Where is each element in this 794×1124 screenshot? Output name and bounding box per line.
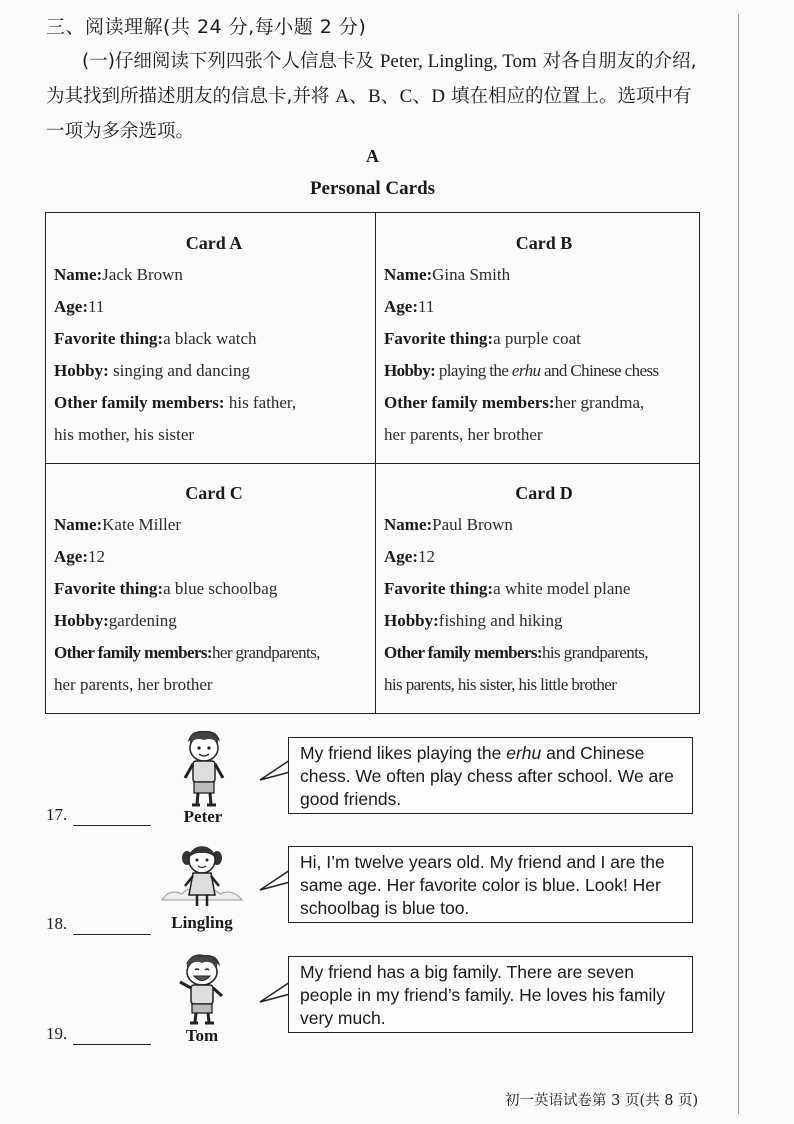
favorite-label: Favorite thing: [384,329,494,348]
favorite-label: Favorite thing: [54,329,164,348]
speech-bubble-tail [258,868,292,894]
card-hobby: gardening [108,611,177,630]
name-label: Name: [54,515,103,534]
instructions-prefix: (一)仔细阅读下列四张个人信息卡及 [82,51,374,72]
question-17 [46,805,151,826]
family-label: Other family members: [54,643,212,662]
card-age: 11 [417,297,435,316]
speech-text: My friend has a big family. There are seven people in my friend’s family. He loves his family very much. [300,962,666,1028]
card-hobby-pre: playing the [438,361,512,380]
name-label: Name: [384,515,433,534]
family-label: Other family members: [54,393,225,412]
card-name: Jack Brown [102,265,183,284]
card-hobby: singing and dancing [113,361,250,380]
card-d [384,477,704,701]
card-name: Paul Brown [432,515,513,534]
speech-text: Hi, I’m twelve years old. My friend and I are the same age. Her favorite color is blue. Look! Her schoolbag is blue too. [300,852,665,918]
card-title: Card B [515,233,573,253]
card-family-line2: his mother, his sister [54,425,195,444]
card-hobby-post: and Chinese chess [540,361,659,380]
card-a [54,227,374,451]
answer-blank-18[interactable] [73,914,151,935]
hobby-label: Hobby: [384,361,436,380]
card-family-line2: her parents, her brother [54,675,213,694]
card-family-line1: her grandma, [554,393,645,412]
card-age: 11 [87,297,105,316]
section-heading: 三、阅读理解(共 24 分,每小题 2 分) [46,16,367,38]
hobby-label: Hobby: [54,361,109,380]
favorite-label: Favorite thing: [384,579,494,598]
name-label: Name: [54,265,103,284]
speech-bubble-tail [258,980,292,1006]
card-family-line2: her parents, her brother [384,425,543,444]
card-name: Kate Miller [102,515,181,534]
family-label: Other family members: [384,643,542,662]
passage-letter: A [366,146,379,166]
card-favorite: a purple coat [493,329,581,348]
card-c [54,477,374,701]
speech-bubble-19 [288,956,693,1033]
hobby-label: Hobby: [384,611,439,630]
question-18 [46,914,151,935]
figure-name-lingling: Lingling [171,913,233,932]
hobby-label: Hobby: [54,611,109,630]
figure-name-tom: Tom [185,1026,219,1045]
speech-text-pre: My friend likes playing the [300,743,507,763]
question-number: 18. [46,914,68,933]
instructions-names: Peter, Lingling, Tom [379,51,537,72]
age-label: Age: [54,297,88,316]
card-family-line2: his parents, his sister, his little brother [384,675,617,694]
name-label: Name: [384,265,433,284]
card-title: Card C [185,483,243,503]
card-hobby: fishing and hiking [438,611,563,630]
lingling-girl-icon [160,840,244,912]
instructions-letters: A、B、C、D [335,86,446,107]
card-title: Card A [185,233,243,253]
speech-bubble-tail [258,758,292,784]
instructions-mid1: 对各自朋友的介绍,为其找到所描述朋友的信息卡,并将 [46,51,697,107]
instructions [46,44,706,149]
speech-bubble-17 [288,737,693,814]
card-family-line1: his grandparents, [541,643,648,662]
card-hobby-italic: erhu [511,361,541,380]
question-19 [46,1024,151,1045]
answer-blank-17[interactable] [73,805,151,826]
tom-boy-icon [172,952,232,1028]
card-title: Card D [515,483,573,503]
passage-title: Personal Cards [309,178,436,199]
table-divider-horizontal [46,463,699,464]
question-number: 19. [46,1024,68,1043]
personal-cards-table [45,212,700,714]
card-name: Gina Smith [432,265,511,284]
card-age: 12 [87,547,105,566]
instructions-mid2: 填在相应的位置上。选项中有一项为多余选项。 [46,86,692,142]
speech-bubble-18 [288,846,693,923]
peter-boy-icon [176,728,232,810]
answer-blank-19[interactable] [73,1024,151,1045]
figure-name-peter: Peter [183,807,223,826]
card-family-line1: his father, [228,393,297,412]
card-family-line1: her grandparents, [211,643,320,662]
card-favorite: a white model plane [493,579,631,598]
page-footer: 初一英语试卷第 3 页(共 8 页) [505,1093,699,1109]
family-label: Other family members: [384,393,555,412]
age-label: Age: [384,297,418,316]
card-favorite: a blue schoolbag [163,579,278,598]
speech-text-italic: erhu [506,743,542,763]
question-number: 17. [46,805,68,824]
card-age: 12 [417,547,435,566]
speech-text-post: and Chinese chess. We often play chess after school. We are good friends. [300,743,674,809]
age-label: Age: [54,547,88,566]
favorite-label: Favorite thing: [54,579,164,598]
card-b [384,227,704,451]
age-label: Age: [384,547,418,566]
card-favorite: a black watch [163,329,257,348]
